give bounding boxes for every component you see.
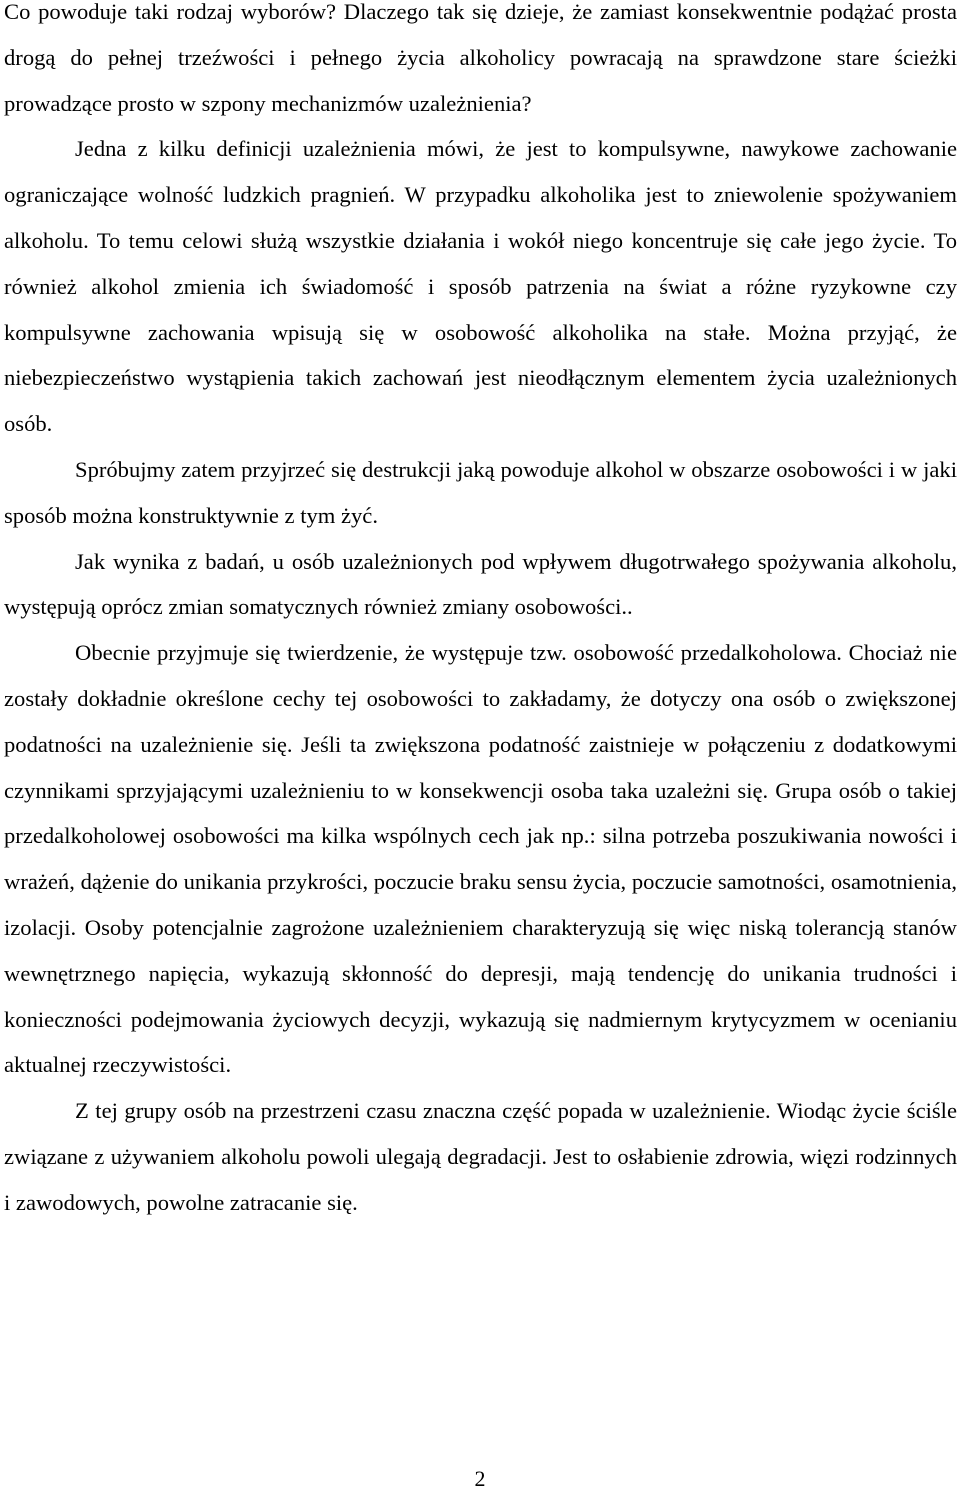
paragraph-5: Obecnie przyjmuje się twierdzenie, że występuje tzw. osobowość przedalkoholowa. Chociaż nie zostały dokładnie określone cechy tej osobowości to zakładamy, że dotyczy ona osób o zwiększonej podatności na uzależnienie się. Jeśli ta zwiększona podatność zaistnieje w połączeniu z dodatkowymi czynnikami sprzyjającymi uzależnieniu to w konsekwencji osoba taka uzależni się. Grupa osób o takiej przedalkoholowej osobowości ma kilka wspólnych cech jak np.: silna potrzeba poszukiwania nowości i wrażeń, dążenie do unikania przykrości, poczucie braku sensu życia, poczucie samotności, osamotnienia, izolacji. Osoby potencjalnie zagrożone uzależnieniem charakteryzują się więc niską tolerancją stanów wewnętrznego napięcia, wykazują skłonność do depresji, mają tendencję do unikania trudności i konieczności podejmowania życiowych decyzji, wykazują się nadmiernym krytycyzmem w ocenianiu aktualnej rzeczywistości. bbox=[4, 640, 957, 1078]
page-number: 2 bbox=[474, 1466, 486, 1491]
paragraph-4: Jak wynika z badań, u osób uzależnionych pod wpływem długotrwałego spożywania alkoholu, występują oprócz zmian somatycznych również zmiany osobowości.. bbox=[4, 548, 957, 620]
paragraph-2: Jedna z kilku definicji uzależnienia mówi, że jest to kompulsywne, nawykowe zachowanie ograniczające wolność ludzkich pragnień. W przypadku alkoholika jest to zniewolenie spożywaniem alkoholu. To temu celowi służą wszystkie działania i wokół niego koncentruje się całe jego życie. To również alkohol zmienia ich świadomość i sposób patrzenia na świat a różne ryzykowne czy kompulsywne zachowania wpisują się w osobowość alkoholika na stałe. Można przyjąć, że niebezpieczeństwo wystąpienia takich zachowań jest nieodłącznym elementem życia uzależnionych osób. bbox=[4, 136, 957, 437]
paragraph-3: Spróbujmy zatem przyjrzeć się destrukcji jaką powoduje alkohol w obszarze osobowości i w jaki sposób można konstruktywnie z tym żyć. bbox=[4, 456, 957, 528]
document-body bbox=[4, 0, 957, 1226]
paragraph-6: Z tej grupy osób na przestrzeni czasu znaczna część popada w uzależnienie. Wiodąc życie ściśle związane z używaniem alkoholu powoli ulegają degradacji. Jest to osłabienie zdrowia, więzi rodzinnych i zawodowych, powolne zatracanie się. bbox=[4, 1098, 957, 1215]
paragraph-1: Co powoduje taki rodzaj wyborów? Dlaczego tak się dzieje, że zamiast konsekwentnie podążać prosta drogą do pełnej trzeźwości i pełnego życia alkoholicy powracają na sprawdzone stare ścieżki prowadzące prosto w szpony mechanizmów uzależnienia? bbox=[4, 0, 957, 116]
